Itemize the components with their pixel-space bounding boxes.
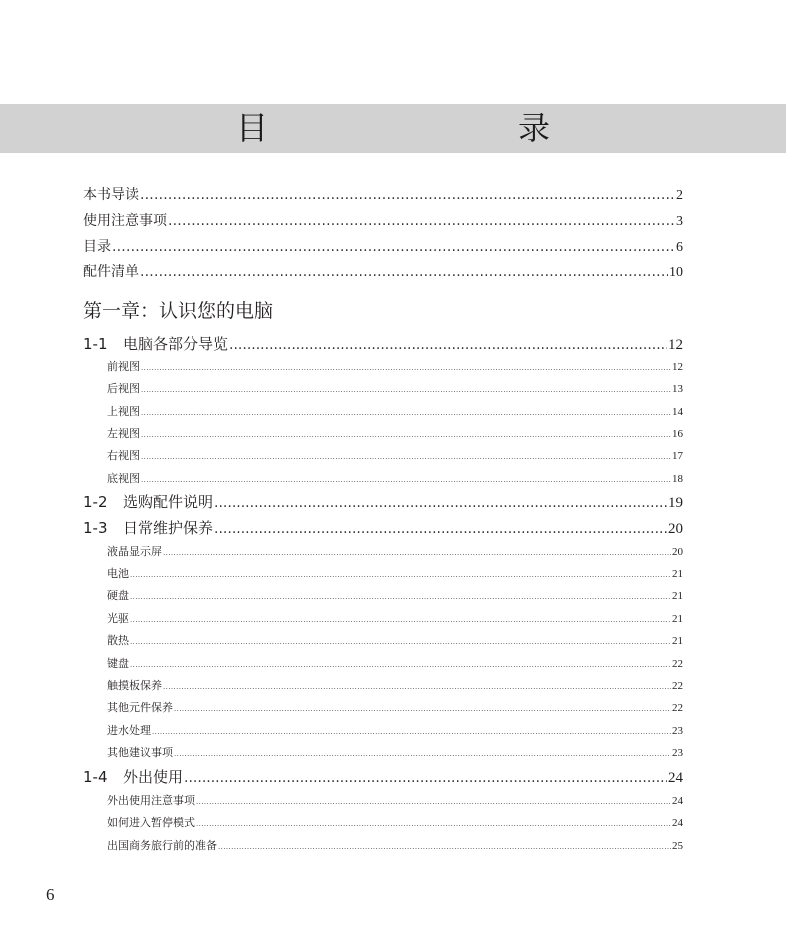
toc-entry-page: 16 <box>672 428 683 440</box>
toc-entry-label: 配件清单 <box>83 264 139 280</box>
toc-entry-subsection[interactable] <box>107 814 683 830</box>
toc-entry-page: 24 <box>672 817 683 829</box>
toc-entry-page: 6 <box>676 240 683 255</box>
dot-leader <box>140 264 668 280</box>
toc-entry-label: 散热 <box>107 634 129 647</box>
toc-entry-label: 出国商务旅行前的准备 <box>107 839 217 852</box>
dot-leader <box>214 521 667 537</box>
toc-entry-subsection[interactable] <box>107 677 683 693</box>
section-number: 1-4 <box>83 768 108 786</box>
dot-leader <box>229 337 667 353</box>
dot-leader <box>141 364 671 372</box>
dot-leader <box>112 239 675 255</box>
toc-entry-label: 目录 <box>83 239 111 255</box>
toc-entry-subsection[interactable] <box>107 744 683 760</box>
toc-entry-label: 后视图 <box>107 382 140 395</box>
toc-entry-page: 2 <box>676 188 683 203</box>
toc-entry-section[interactable] <box>83 491 683 513</box>
dot-leader <box>130 661 671 669</box>
toc-entry-page: 21 <box>672 568 683 580</box>
toc-entry-page: 23 <box>672 747 683 759</box>
dot-leader <box>130 616 671 624</box>
toc-entry-label: 选购配件说明 <box>123 493 214 511</box>
toc-entry-label: 如何进入暂停模式 <box>107 816 195 829</box>
toc-entry-subsection[interactable] <box>107 543 683 559</box>
toc-entry-page: 22 <box>672 680 683 692</box>
section-number: 1-2 <box>83 493 108 511</box>
toc-entry-label: 其他建议事项 <box>107 746 173 759</box>
toc-entry-subsection[interactable] <box>107 699 683 715</box>
toc-entry-subsection[interactable] <box>107 587 683 603</box>
toc-entry-front[interactable] <box>83 261 683 281</box>
toc-entry-label: 上视图 <box>107 405 140 418</box>
toc-entry-page: 20 <box>672 546 683 558</box>
toc-entry-page: 24 <box>668 770 683 786</box>
toc-entry-label: 本书导读 <box>83 187 139 203</box>
toc-entry-page: 12 <box>672 361 683 373</box>
toc-entry-label: 前视图 <box>107 360 140 373</box>
toc-entry-subsection[interactable] <box>107 447 683 463</box>
toc-entry-subsection[interactable] <box>107 792 683 808</box>
dot-leader <box>214 495 667 511</box>
toc-entry-page: 21 <box>672 613 683 625</box>
toc-entry-page: 24 <box>672 795 683 807</box>
dot-leader <box>184 770 667 786</box>
dot-leader <box>130 571 671 579</box>
toc-entry-page: 13 <box>672 383 683 395</box>
toc-entry-page: 21 <box>672 635 683 647</box>
toc-entry-front[interactable] <box>83 184 683 204</box>
toc-entry-page: 22 <box>672 702 683 714</box>
toc-entry-subsection[interactable] <box>107 565 683 581</box>
toc-entry-label: 使用注意事项 <box>83 213 167 229</box>
dot-leader <box>141 409 671 417</box>
dot-leader <box>218 843 671 851</box>
dot-leader <box>152 728 671 736</box>
toc-entry-label: 键盘 <box>107 657 129 670</box>
toc-entry-page: 22 <box>672 658 683 670</box>
toc-entry-page: 25 <box>672 840 683 852</box>
toc-entry-label: 电池 <box>107 567 129 580</box>
toc-entry-subsection[interactable] <box>107 632 683 648</box>
dot-leader <box>130 593 671 601</box>
toc-entry-label: 左视图 <box>107 427 140 440</box>
toc-entry-label: 底视图 <box>107 472 140 485</box>
toc-entry-page: 20 <box>668 521 683 537</box>
toc-entry-page: 23 <box>672 725 683 737</box>
dot-leader <box>141 476 671 484</box>
toc-entry-page: 17 <box>672 450 683 462</box>
dot-leader <box>140 187 675 203</box>
toc-entry-label: 日常维护保养 <box>123 519 214 537</box>
toc-entry-label: 其他元件保养 <box>107 701 173 714</box>
dot-leader <box>174 750 671 758</box>
toc-entry-subsection[interactable] <box>107 837 683 853</box>
toc-entry-label: 液晶显示屏 <box>107 545 162 558</box>
toc-entry-label: 右视图 <box>107 449 140 462</box>
dot-leader <box>163 683 671 691</box>
toc-entry-section[interactable] <box>83 333 683 355</box>
toc-entry-page: 10 <box>669 265 683 280</box>
toc-entry-front[interactable] <box>83 210 683 230</box>
toc-entry-subsection[interactable] <box>107 655 683 671</box>
toc-entry-section[interactable] <box>83 766 683 788</box>
toc-entry-page: 18 <box>672 473 683 485</box>
toc-entry-subsection[interactable] <box>107 425 683 441</box>
toc-entry-label: 电脑各部分导览 <box>123 335 229 353</box>
toc-entry-section[interactable] <box>83 517 683 539</box>
page-number: 6 <box>46 885 55 904</box>
section-number: 1-3 <box>83 519 108 537</box>
toc-entry-label: 光驱 <box>107 612 129 625</box>
dot-leader <box>141 453 671 461</box>
dot-leader <box>196 820 671 828</box>
toc-entry-subsection[interactable] <box>107 380 683 396</box>
toc-entry-subsection[interactable] <box>107 358 683 374</box>
dot-leader <box>163 549 671 557</box>
toc-entry-subsection[interactable] <box>107 722 683 738</box>
dot-leader <box>174 705 671 713</box>
dot-leader <box>196 798 671 806</box>
toc-entry-page: 14 <box>672 406 683 418</box>
page-title: 目 录 <box>235 109 612 147</box>
section-number: 1-1 <box>83 335 108 353</box>
toc-entry-label: 外出使用 <box>123 768 184 786</box>
dot-leader <box>130 638 671 646</box>
toc-entry-subsection[interactable] <box>107 470 683 486</box>
dot-leader <box>168 213 675 229</box>
toc-entry-page: 12 <box>668 337 683 353</box>
chapter-heading: 第一章：认识您的电脑 <box>83 300 274 322</box>
toc-entry-label: 进水处理 <box>107 724 151 737</box>
dot-leader <box>141 386 671 394</box>
toc-entry-page: 3 <box>676 214 683 229</box>
toc-entry-label: 外出使用注意事项 <box>107 794 195 807</box>
toc-entry-label: 硬盘 <box>107 589 129 602</box>
toc-entry-label: 触摸板保养 <box>107 679 162 692</box>
toc-entry-page: 19 <box>668 495 683 511</box>
toc-entry-subsection[interactable] <box>107 403 683 419</box>
toc-entry-page: 21 <box>672 590 683 602</box>
dot-leader <box>141 431 671 439</box>
toc-entry-subsection[interactable] <box>107 610 683 626</box>
toc-entry-front[interactable] <box>83 236 683 256</box>
